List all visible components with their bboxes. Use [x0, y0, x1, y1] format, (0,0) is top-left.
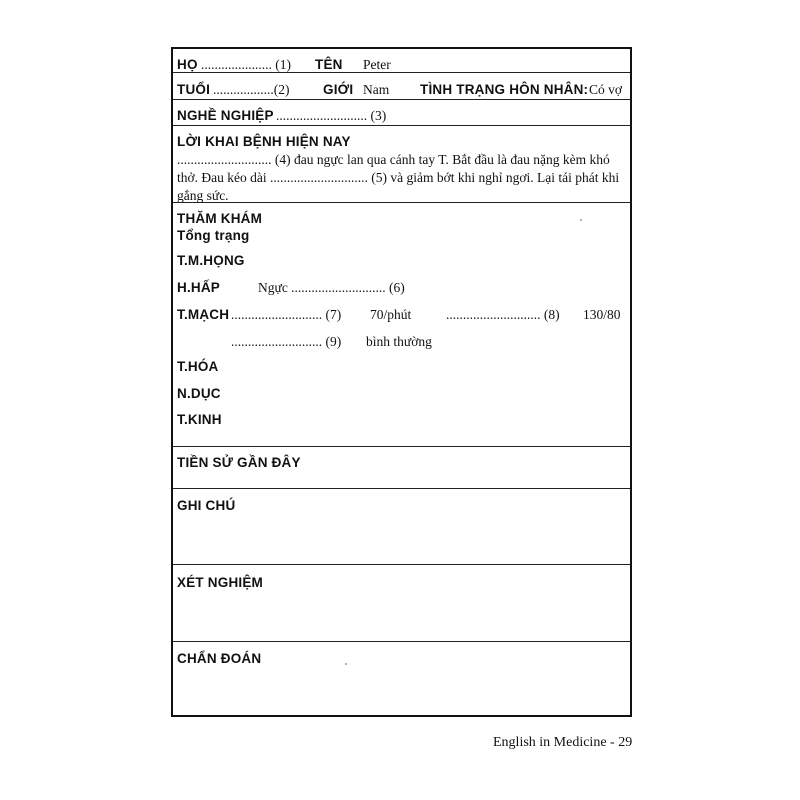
- divider: [173, 99, 630, 100]
- general-condition-label: Tổng trạng: [177, 228, 250, 243]
- ho-blank: ..................... (1): [201, 57, 291, 72]
- n-duc-label: N.DỤC: [177, 386, 221, 401]
- t-mach-label: T.MẠCH: [177, 307, 230, 322]
- chest-blank: Ngực ............................ (6): [258, 280, 405, 295]
- h-hap-label: H.HẤP: [177, 280, 221, 295]
- blank-8: ............................ (8): [446, 307, 560, 322]
- pulse-rate: 70/phút: [370, 307, 412, 322]
- divider: [173, 202, 630, 203]
- case-record-form: [171, 47, 632, 717]
- t-kinh-label: T.KINH: [177, 412, 222, 427]
- marital-status-label: TÌNH TRẠNG HÔN NHÂN:: [420, 82, 589, 97]
- divider: [173, 125, 630, 126]
- complaint-line-1: ............................ (4) đau ngực lan qua cánh tay T. Bắt đầu là đau nặng kèm khó: [177, 152, 610, 167]
- marital-status-value: Có vợ: [589, 82, 623, 97]
- divider: [173, 446, 630, 447]
- occupation-blank: ........................... (3): [276, 108, 387, 123]
- complaint-text: [177, 151, 629, 205]
- gioi-value: Nam: [363, 82, 390, 97]
- speck: [580, 219, 582, 221]
- complaint-line-3: gắng sức.: [177, 188, 229, 203]
- ten-label: TÊN: [315, 57, 343, 72]
- tm-hong-label: T.M.HỌNG: [177, 253, 245, 268]
- divider: [173, 564, 630, 565]
- complaint-line-2: thở. Đau kéo dài ............................. (5) và giảm bớt khi nghỉ ngơi. Lại tái phát khi: [177, 170, 620, 185]
- occupation-label: NGHỀ NGHIỆP: [177, 108, 274, 123]
- tuoi-blank: ..................(2): [213, 82, 290, 97]
- exam-label: THĂM KHÁM: [177, 211, 263, 226]
- blank-9: ........................... (9): [231, 334, 342, 349]
- tuoi-label: TUỔI: [177, 82, 211, 97]
- divider: [173, 488, 630, 489]
- gioi-label: GIỚI: [323, 82, 354, 97]
- t-hoa-label: T.HÓA: [177, 359, 219, 374]
- blank-7: ........................... (7): [231, 307, 342, 322]
- diagnosis-label: CHẨN ĐOÁN: [177, 651, 262, 666]
- speck: [345, 663, 347, 665]
- divider: [173, 72, 630, 73]
- ho-label: HỌ: [177, 57, 198, 72]
- page-footer: English in Medicine - 29: [493, 735, 633, 750]
- tests-label: XÉT NGHIỆM: [177, 575, 264, 590]
- normal-value: bình thường: [366, 334, 432, 349]
- divider: [173, 641, 630, 642]
- blood-pressure: 130/80: [583, 307, 621, 322]
- recent-history-label: TIỀN SỬ GẦN ĐÂY: [177, 455, 301, 470]
- ten-value: Peter: [363, 57, 391, 72]
- complaint-label: LỜI KHAI BỆNH HIỆN NAY: [177, 134, 351, 149]
- notes-label: GHI CHÚ: [177, 498, 236, 513]
